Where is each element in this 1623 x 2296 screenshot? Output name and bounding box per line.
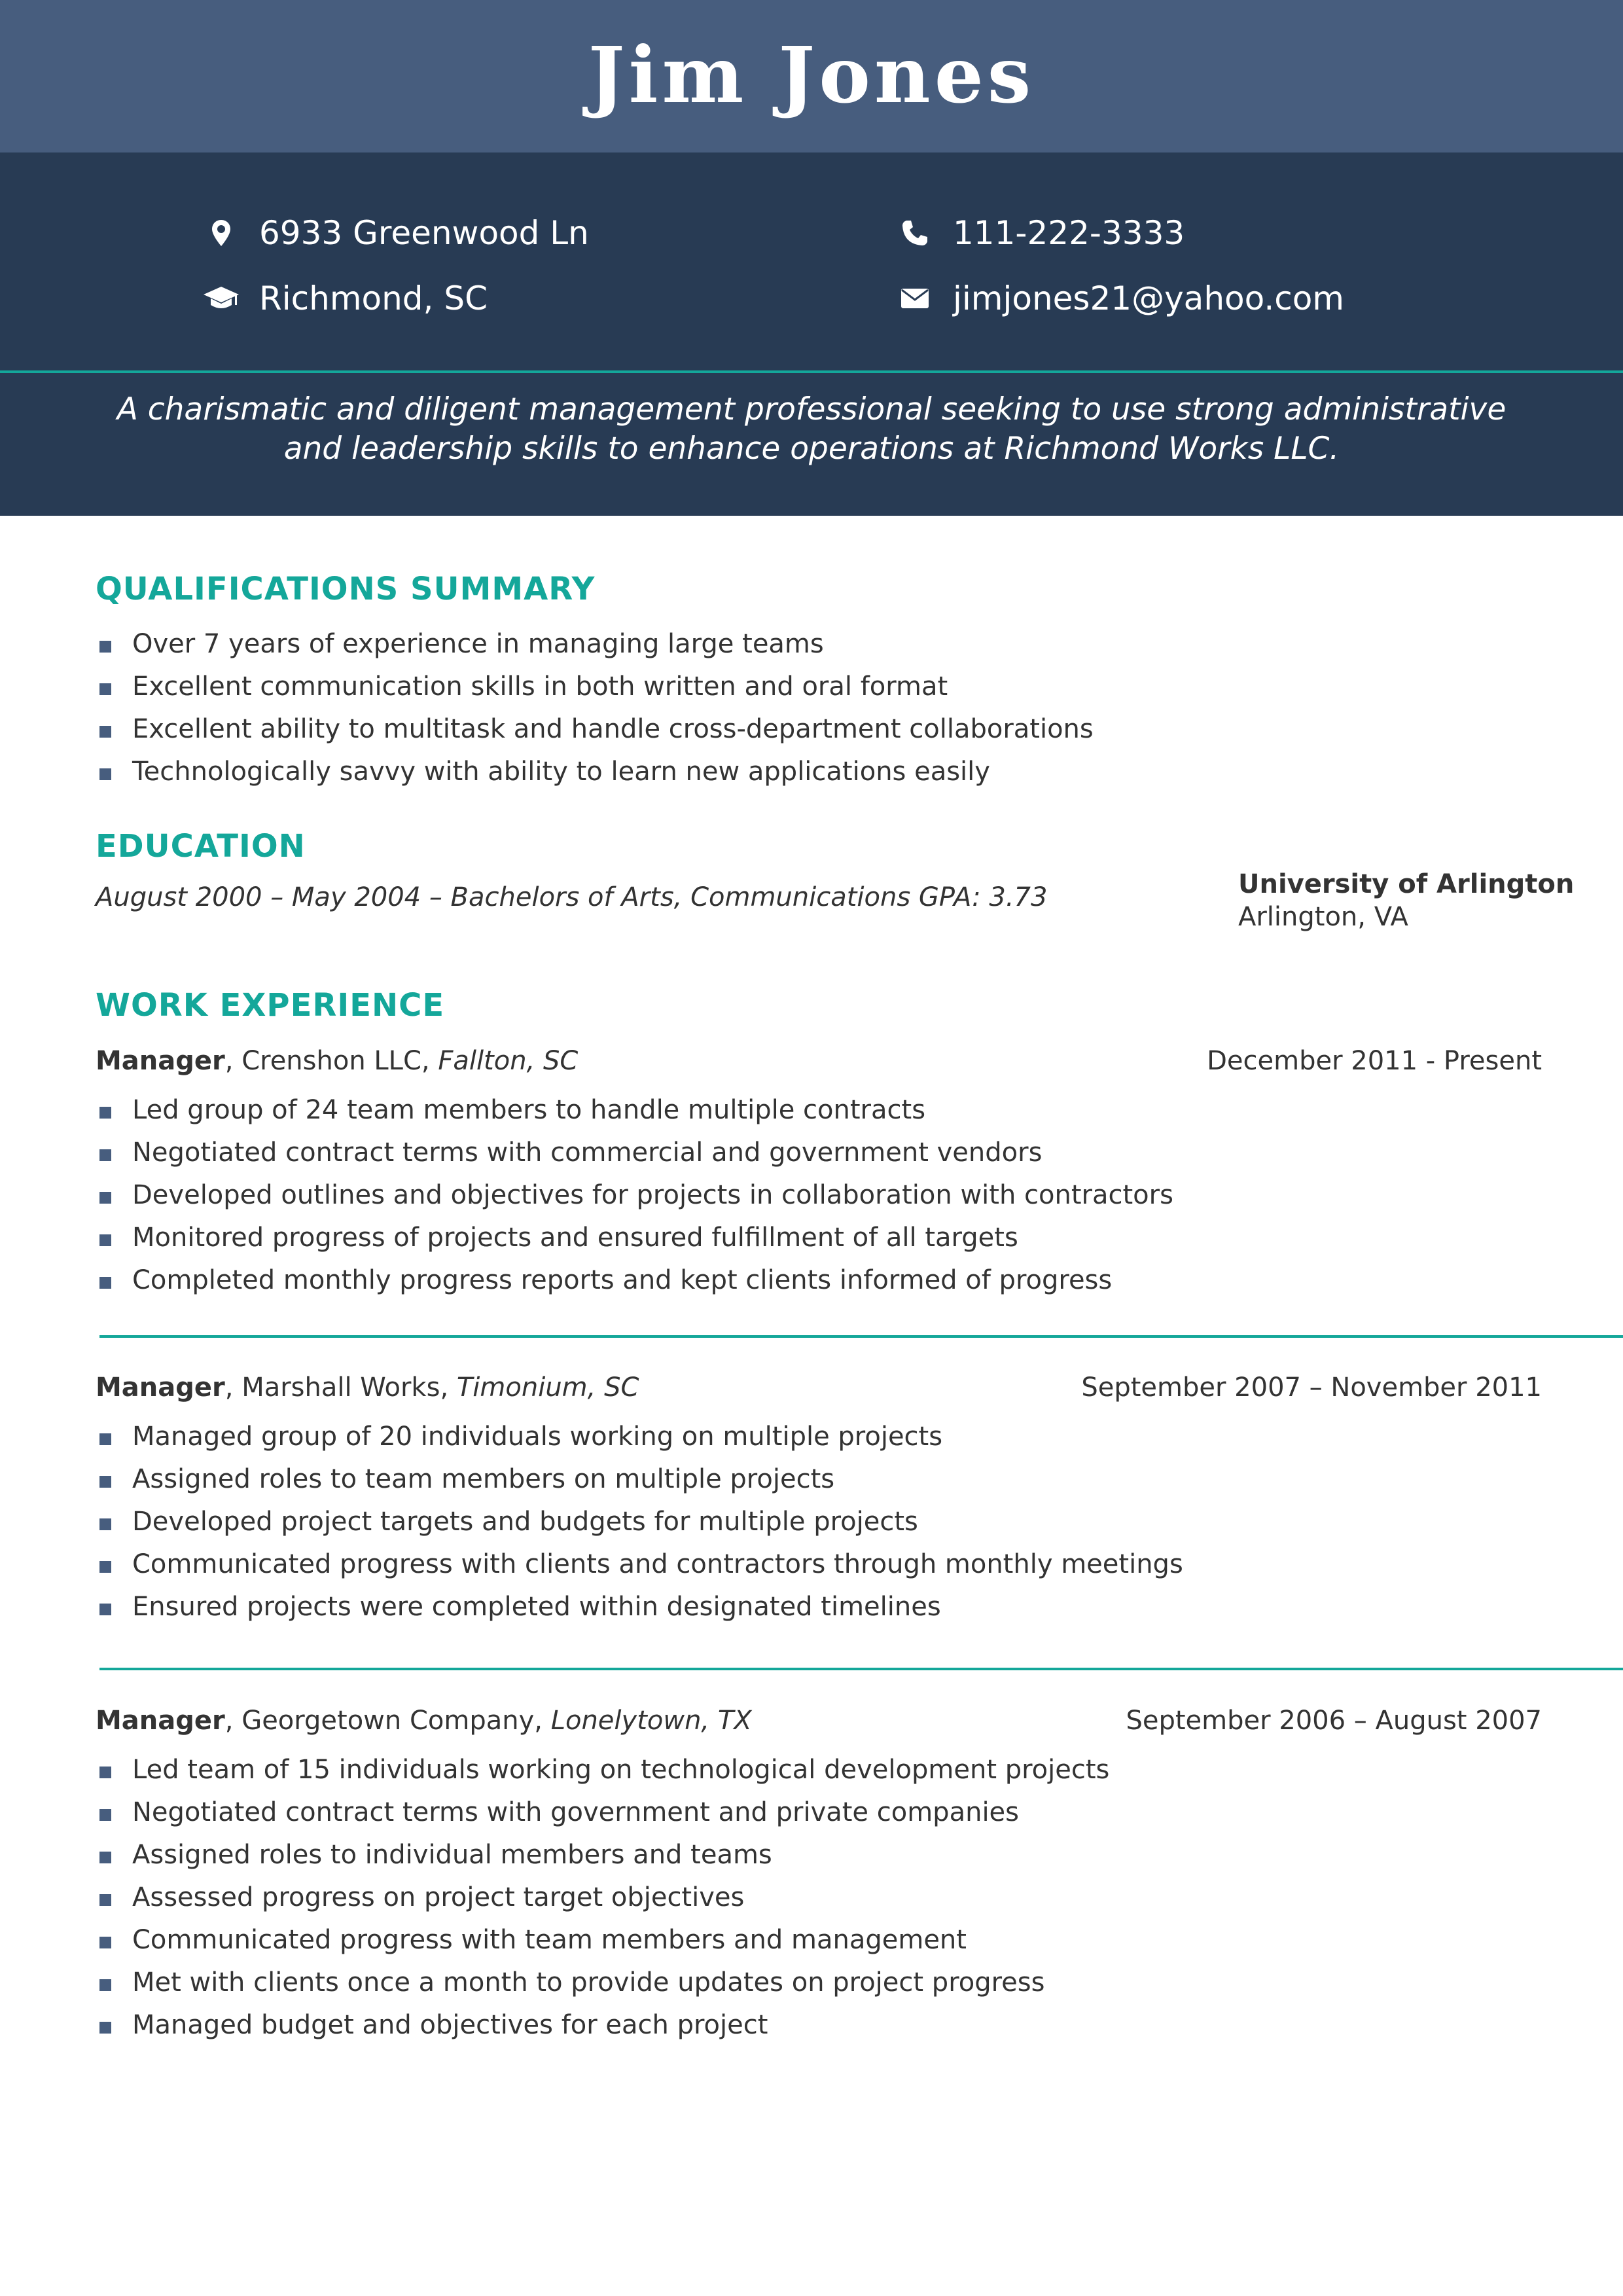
header-divider bbox=[0, 370, 1623, 373]
bullet-square-icon bbox=[99, 1277, 111, 1289]
list-item: Negotiated contract terms with government and private companies bbox=[96, 1791, 1109, 1834]
job-duties-list bbox=[96, 1089, 1173, 1302]
objective-line: and leadership skills to enhance operations at Richmond Works LLC. bbox=[283, 431, 1340, 467]
bullet-square-icon bbox=[99, 1852, 111, 1863]
job-location: Lonelytown, TX bbox=[550, 1706, 752, 1736]
list-item: Completed monthly progress reports and kept clients informed of progress bbox=[96, 1259, 1173, 1302]
list-item: Communicated progress with clients and contractors through monthly meetings bbox=[96, 1543, 1183, 1586]
qualifications-heading: QUALIFICATIONS SUMMARY bbox=[96, 571, 596, 607]
objective-statement bbox=[65, 390, 1558, 469]
list-item: Led group of 24 team members to handle multiple contracts bbox=[96, 1089, 1173, 1132]
bullet-square-icon bbox=[99, 1894, 111, 1906]
job-dates: September 2007 – November 2011 bbox=[1081, 1372, 1542, 1403]
bullet-square-icon bbox=[99, 1476, 111, 1488]
job-location: Timonium, SC bbox=[456, 1372, 639, 1403]
list-item: Met with clients once a month to provide updates on project progress bbox=[96, 1962, 1109, 2004]
city-text: Richmond, SC bbox=[259, 279, 488, 317]
bullet-square-icon bbox=[99, 726, 111, 738]
graduation-cap-icon bbox=[203, 280, 240, 317]
list-item: Excellent communication skills in both written and oral format bbox=[96, 666, 1094, 708]
bullet-square-icon bbox=[99, 1149, 111, 1161]
education-details: August 2000 – May 2004 – Bachelors of Arts, Communications GPA: 3.73 bbox=[96, 882, 1048, 912]
address-text: 6933 Greenwood Ln bbox=[259, 214, 589, 252]
job-company: , Georgetown Company, bbox=[224, 1706, 551, 1736]
bullet-square-icon bbox=[99, 683, 111, 695]
list-item: Developed outlines and objectives for projects in collaboration with contractors bbox=[96, 1174, 1173, 1217]
bullet-square-icon bbox=[99, 1604, 111, 1615]
candidate-name: Jim Jones bbox=[588, 29, 1035, 120]
job-dates: December 2011 - Present bbox=[1207, 1046, 1542, 1076]
bullet-square-icon bbox=[99, 1937, 111, 1948]
objective-line: A charismatic and diligent management professional seeking to use strong administrative bbox=[116, 391, 1507, 427]
list-item: Excellent ability to multitask and handle cross-department collaborations bbox=[96, 708, 1094, 751]
bullet-square-icon bbox=[99, 1561, 111, 1573]
list-item: Communicated progress with team members and management bbox=[96, 1919, 1109, 1962]
list-item: Assessed progress on project target objectives bbox=[96, 1876, 1109, 1919]
bullet-square-icon bbox=[99, 1192, 111, 1204]
job-title: Manager bbox=[96, 1372, 225, 1403]
list-item: Managed group of 20 individuals working on multiple projects bbox=[96, 1416, 1183, 1458]
list-item: Technologically savvy with ability to learn new applications easily bbox=[96, 751, 1094, 793]
email-text[interactable]: jimjones21@yahoo.com bbox=[953, 279, 1344, 317]
bullet-square-icon bbox=[99, 1767, 111, 1778]
map-pin-icon bbox=[203, 215, 240, 251]
list-item: Negotiated contract terms with commercial and government vendors bbox=[96, 1132, 1173, 1174]
list-item: Assigned roles to team members on multiple projects bbox=[96, 1458, 1183, 1501]
contact-city bbox=[203, 272, 488, 325]
bullet-square-icon bbox=[99, 1809, 111, 1821]
bullet-square-icon bbox=[99, 641, 111, 653]
qualifications-list bbox=[96, 623, 1094, 793]
list-item: Ensured projects were completed within designated timelines bbox=[96, 1586, 1183, 1628]
contact-address bbox=[203, 207, 589, 259]
phone-icon bbox=[897, 215, 933, 251]
bullet-square-icon bbox=[99, 1107, 111, 1119]
bullet-square-icon bbox=[99, 1433, 111, 1445]
contact-email[interactable] bbox=[897, 272, 1344, 325]
list-item: Monitored progress of projects and ensured fulfillment of all targets bbox=[96, 1217, 1173, 1259]
list-item: Managed budget and objectives for each project bbox=[96, 2004, 1109, 2047]
job-heading bbox=[96, 1706, 752, 1736]
job-duties-list bbox=[96, 1416, 1183, 1628]
phone-text: 111-222-3333 bbox=[953, 214, 1185, 252]
job-heading bbox=[96, 1372, 639, 1403]
job-divider bbox=[99, 1668, 1623, 1670]
job-company: , Crenshon LLC, bbox=[224, 1046, 438, 1076]
list-item: Assigned roles to individual members and teams bbox=[96, 1834, 1109, 1876]
job-title: Manager bbox=[96, 1706, 225, 1736]
job-dates: September 2006 – August 2007 bbox=[1126, 1706, 1542, 1736]
job-company: , Marshall Works, bbox=[224, 1372, 457, 1403]
bullet-square-icon bbox=[99, 768, 111, 780]
job-divider bbox=[99, 1335, 1623, 1338]
contact-phone bbox=[897, 207, 1185, 259]
list-item: Developed project targets and budgets for multiple projects bbox=[96, 1501, 1183, 1543]
education-heading: EDUCATION bbox=[96, 828, 306, 865]
education-location: Arlington, VA bbox=[1238, 902, 1408, 932]
list-item: Led team of 15 individuals working on technological development projects bbox=[96, 1749, 1109, 1791]
bullet-square-icon bbox=[99, 1979, 111, 1991]
job-title: Manager bbox=[96, 1046, 225, 1076]
envelope-icon bbox=[897, 280, 933, 317]
job-duties-list bbox=[96, 1749, 1109, 2047]
bullet-square-icon bbox=[99, 1518, 111, 1530]
work-experience-heading: WORK EXPERIENCE bbox=[96, 987, 445, 1024]
job-heading bbox=[96, 1046, 578, 1076]
bullet-square-icon bbox=[99, 2022, 111, 2034]
job-location: Fallton, SC bbox=[438, 1046, 579, 1076]
education-school: University of Arlington bbox=[1238, 869, 1575, 899]
bullet-square-icon bbox=[99, 1234, 111, 1246]
list-item: Over 7 years of experience in managing large teams bbox=[96, 623, 1094, 666]
